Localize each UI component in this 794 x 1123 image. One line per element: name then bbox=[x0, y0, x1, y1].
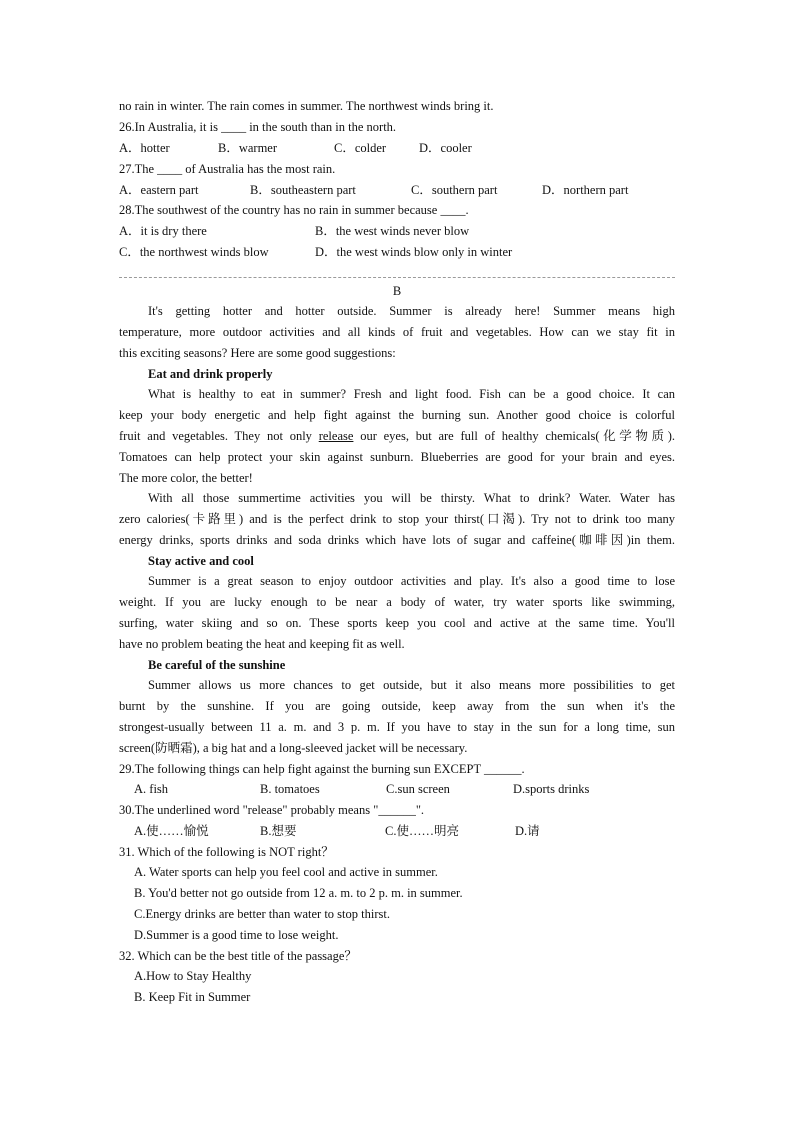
eat-paragraph-line: keep your body energetic and help fight against the burning sun. Another good choice is colorful bbox=[119, 408, 675, 422]
eat-paragraph-line: fruit and vegetables. They not only release our eyes, but are full of healthy chemicals(化学物质). bbox=[119, 429, 675, 443]
q31-option-b: B. You'd better not go outside from 12 a. m. to 2 p. m. in summer. bbox=[134, 886, 463, 900]
drink-paragraph-line: energy drinks, sports drinks and soda drinks which have lots of sugar and caffeine(咖啡因)in them. bbox=[119, 533, 675, 547]
q26-option-a: A．hotter bbox=[119, 141, 170, 155]
q28-option-b: B．the west winds never blow bbox=[315, 224, 470, 238]
eat-paragraph-line: What is healthy to eat in summer? Fresh and light food. Fish can be a good choice. It can bbox=[148, 387, 675, 401]
active-paragraph-line: weight. If you are lucky enough to be near a body of water, try water sports like swimming, bbox=[119, 595, 675, 609]
heading-eat-drink: Eat and drink properly bbox=[148, 367, 273, 381]
drink-paragraph-line: zero calories(卡路里) and is the perfect drink to stop your thirst(口渴). Try not to drink too many bbox=[119, 512, 675, 526]
q28-option-c: C．the northwest winds blow bbox=[119, 245, 269, 259]
active-paragraph-line: surfing, water skiing and so on. These sports keep you cool and active at the same time. You'll bbox=[119, 616, 675, 630]
q26-option-d: D．cooler bbox=[419, 141, 472, 155]
question-31-stem: 31. Which of the following is NOT right？ bbox=[119, 845, 334, 859]
section-b-label: B bbox=[392, 284, 402, 298]
passage-a-tail: no rain in winter. The rain comes in summer. The northwest winds bring it. bbox=[119, 99, 494, 113]
intro-line: temperature, more outdoor activities and all kinds of fruit and vegetables. How can we stay fit in bbox=[119, 325, 675, 339]
q27-option-d: D．northern part bbox=[542, 183, 629, 197]
question-28-stem: 28.The southwest of the country has no rain in summer because ____. bbox=[119, 203, 469, 217]
q26-option-c: C．colder bbox=[334, 141, 387, 155]
q26-option-b: B．warmer bbox=[218, 141, 278, 155]
heading-stay-active: Stay active and cool bbox=[148, 554, 254, 568]
q27-option-c: C．southern part bbox=[411, 183, 498, 197]
question-27-stem: 27.The ____ of Australia has the most rain. bbox=[119, 162, 336, 176]
q30-option-b: B.想要 bbox=[260, 824, 297, 838]
q31-option-c: C.Energy drinks are better than water to stop thirst. bbox=[134, 907, 390, 921]
q29-option-c: C.sun screen bbox=[386, 782, 450, 796]
q27-option-a: A．eastern part bbox=[119, 183, 199, 197]
intro-line: this exciting seasons? Here are some good suggestions: bbox=[119, 346, 396, 360]
careful-paragraph-line: strongest-usually between 11 a. m. and 3 p. m. If you have to stay in the sun for a long time, sun bbox=[119, 720, 675, 734]
q28-option-a: A．it is dry there bbox=[119, 224, 207, 238]
question-32-stem: 32. Which can be the best title of the passage？ bbox=[119, 949, 357, 963]
q30-option-d: D.请 bbox=[515, 824, 540, 838]
q32-option-b: B. Keep Fit in Summer bbox=[134, 990, 251, 1004]
intro-line: It's getting hotter and hotter outside. Summer is already here! Summer means high bbox=[148, 304, 675, 318]
content-column bbox=[119, 0, 675, 1123]
q31-option-d: D.Summer is a good time to lose weight. bbox=[134, 928, 339, 942]
heading-sunshine: Be careful of the sunshine bbox=[148, 658, 286, 672]
section-divider bbox=[119, 277, 675, 278]
q28-option-d: D．the west winds blow only in winter bbox=[315, 245, 513, 259]
eat-paragraph-line: Tomatoes can help protect your skin against sunburn. Blueberries are good for your brain and eyes. bbox=[119, 450, 675, 464]
q29-option-a: A. fish bbox=[134, 782, 169, 796]
drink-paragraph-line: With all those summertime activities you will be thirsty. What to drink? Water. Water has bbox=[148, 491, 675, 505]
q32-option-a: A.How to Stay Healthy bbox=[134, 969, 252, 983]
q30-option-a: A.使……愉悦 bbox=[134, 824, 209, 838]
q29-option-d: D.sports drinks bbox=[513, 782, 590, 796]
active-paragraph-line: Summer is a great season to enjoy outdoor activities and play. It's also a good time to lose bbox=[148, 574, 675, 588]
q29-option-b: B. tomatoes bbox=[260, 782, 320, 796]
question-29-stem: 29.The following things can help fight against the burning sun EXCEPT ______. bbox=[119, 762, 525, 776]
question-30-stem: 30.The underlined word "release" probably means "______". bbox=[119, 803, 425, 817]
careful-paragraph-line: Summer allows us more chances to get outside, but it also means more possibilities to get bbox=[148, 678, 675, 692]
underlined-word-release: release bbox=[318, 429, 354, 443]
q27-option-b: B．southeastern part bbox=[250, 183, 356, 197]
q30-option-c: C.使……明亮 bbox=[385, 824, 459, 838]
q31-option-a: A. Water sports can help you feel cool and active in summer. bbox=[134, 865, 438, 879]
eat-paragraph-line: The more color, the better! bbox=[119, 471, 253, 485]
careful-paragraph-line: screen(防晒霜), a big hat and a long-sleeved jacket will be necessary. bbox=[119, 741, 468, 755]
active-paragraph-line: have no problem beating the heat and keeping fit as well. bbox=[119, 637, 405, 651]
question-26-stem: 26.In Australia, it is ____ in the south than in the north. bbox=[119, 120, 397, 134]
careful-paragraph-line: burnt by the sunshine. If you are going outside, keep away from the sun when it's the bbox=[119, 699, 675, 713]
